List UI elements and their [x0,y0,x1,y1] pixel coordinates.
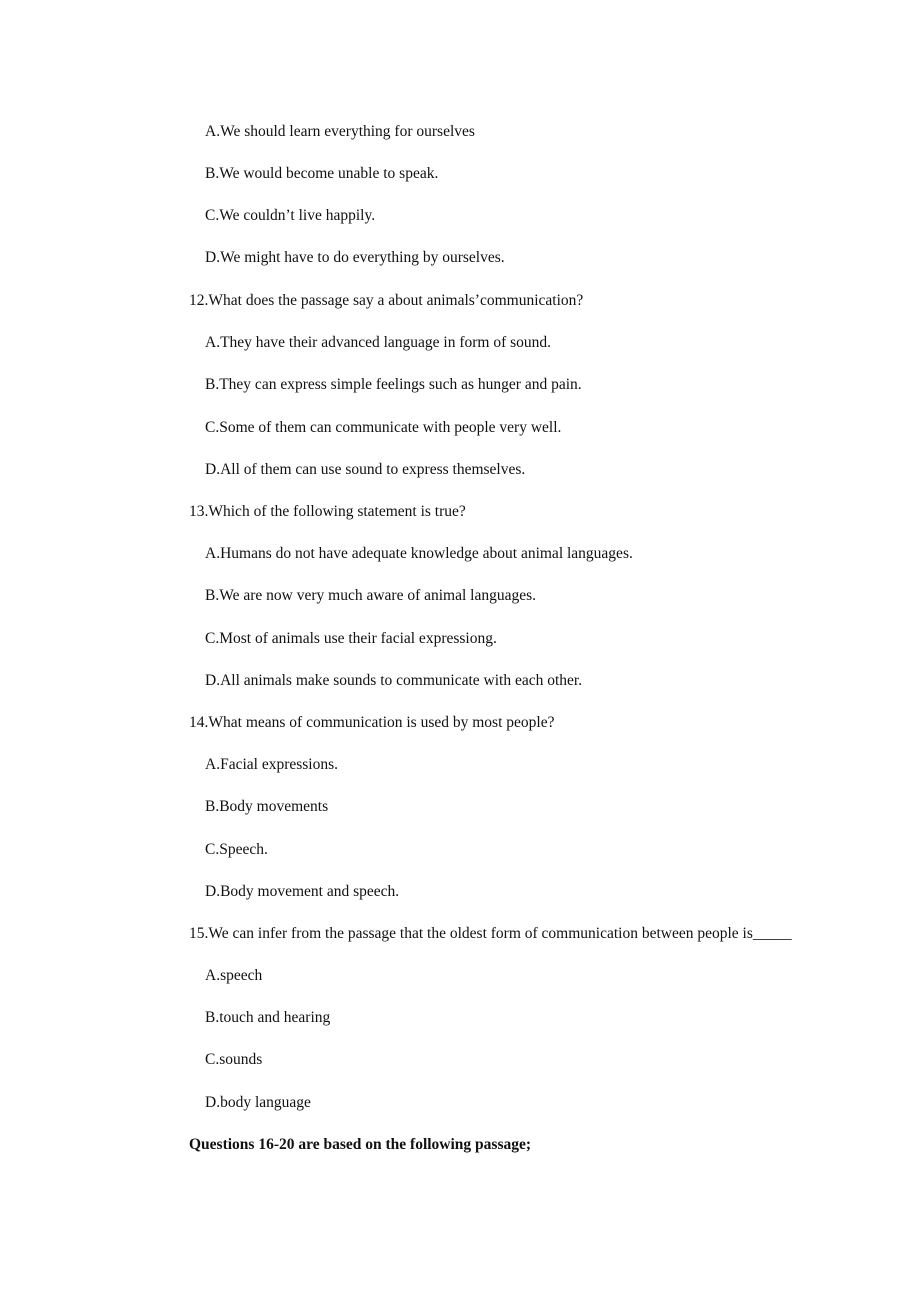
q11-option-c: C.We couldn’t live happily. [205,207,376,224]
q14-option-c: C.Speech. [205,841,268,858]
q13-option-d: D.All animals make sounds to communicate with each other. [205,672,583,689]
q11-option-b: B.We would become unable to speak. [205,165,439,182]
q12-option-d: D.All of them can use sound to express themselves. [205,461,526,478]
q11-option-d: D.We might have to do everything by ourselves. [205,249,505,266]
q13-option-a: A.Humans do not have adequate knowledge about animal languages. [205,545,633,562]
q15-option-b: B.touch and hearing [205,1009,331,1026]
q13-option-c: C.Most of animals use their facial expressiong. [205,630,497,647]
section-heading: Questions 16-20 are based on the following passage; [189,1136,532,1153]
q14-option-a: A.Facial expressions. [205,756,339,773]
q12-stem: 12.What does the passage say a about animals’communication? [189,292,584,309]
q14-option-b: B.Body movements [205,798,329,815]
q14-option-d: D.Body movement and speech. [205,883,400,900]
q15-option-c: C.sounds [205,1051,263,1068]
q11-option-a: A.We should learn everything for ourselves [205,123,475,140]
q15-option-d: D.body language [205,1094,311,1111]
q12-option-c: C.Some of them can communicate with people very well. [205,419,562,436]
q15-option-a: A.speech [205,967,263,984]
q14-stem: 14.What means of communication is used by most people? [189,714,555,731]
q15-stem: 15.We can infer from the passage that the oldest form of communication between people is_____ [189,925,792,942]
q13-stem: 13.Which of the following statement is true? [189,503,466,520]
q12-option-a: A.They have their advanced language in form of sound. [205,334,552,351]
q13-option-b: B.We are now very much aware of animal languages. [205,587,537,604]
q12-option-b: B.They can express simple feelings such as hunger and pain. [205,376,582,393]
